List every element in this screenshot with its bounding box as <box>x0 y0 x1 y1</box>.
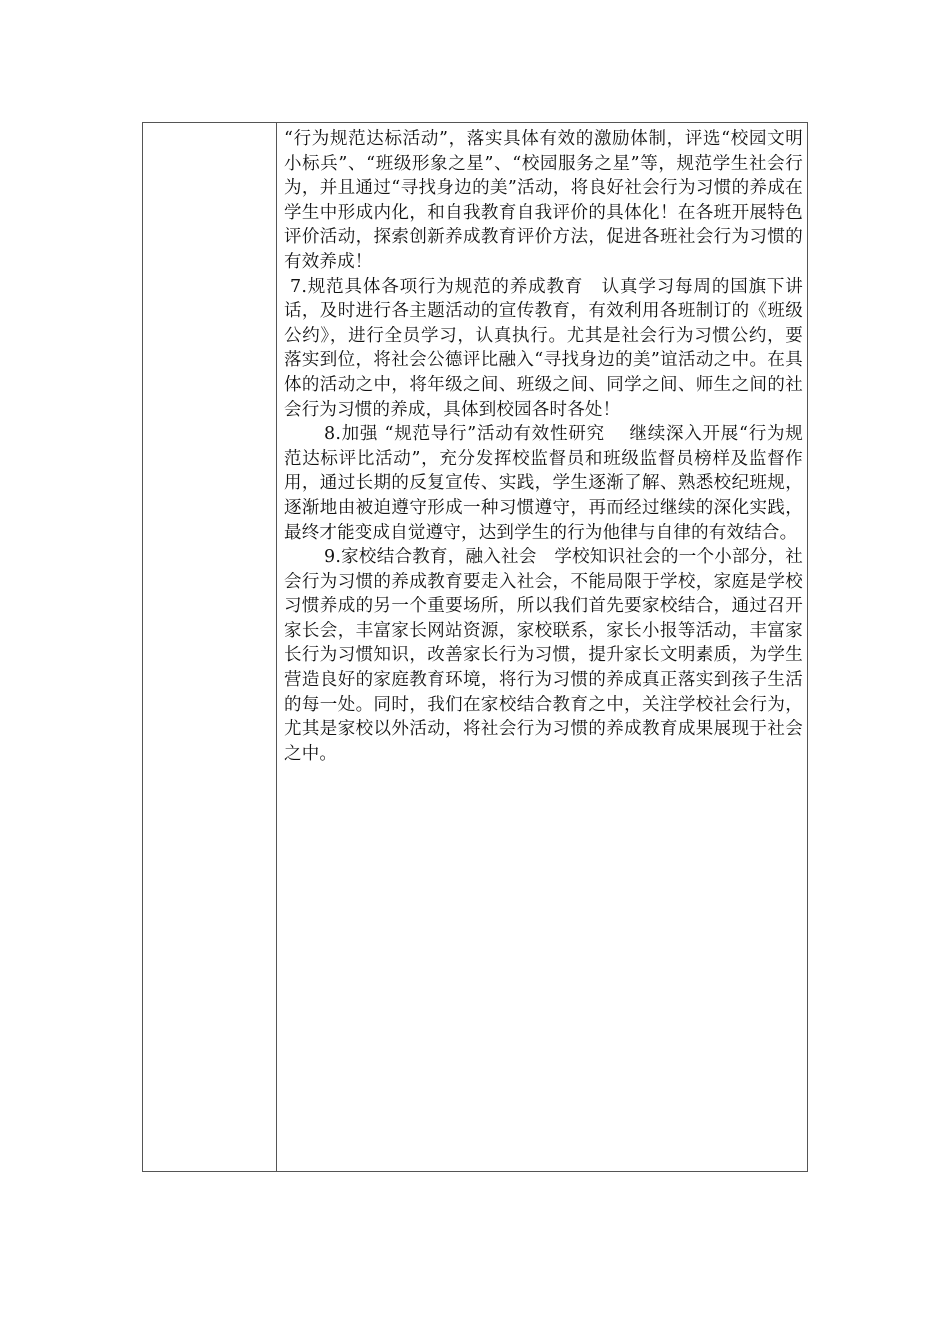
table-content-cell <box>277 123 807 1171</box>
paragraph-item-9: 9.家校结合教育，融入社会 学校知识社会的一个小部分，社会行为习惯的养成教育要走入社会，不能局限于学校，家庭是学校习惯养成的另一个重要场所，所以我们首先要家校结合，通过召开家长会，丰富家长网站资源，家校联系，家长小报等活动，丰富家长行为习惯知识，改善家长行为习惯，提升家长文明素质，为学生营造良好的家庭教育环境，将行为习惯的养成真正落实到孩子生活的每一处。同时，我们在家校结合教育之中，关注学校社会行为，尤其是家校以外活动，将社会行为习惯的养成教育成果展现于社会之中。 <box>284 547 803 764</box>
table-left-cell <box>143 123 277 1171</box>
paragraph-incentive-evaluation: “行为规范达标活动”，落实具体有效的激励体制，评选“校园文明小标兵”、“班级形象之星”、“校园服务之星”等，规范学生社会行为，并且通过“寻找身边的美”活动，将良好社会行为习惯的养成在学生中形成内化，和自我教育自我评价的具体化！在各班开展特色评价活动，探索创新养成教育评价方法，促进各班社会行为习惯的有效养成！ <box>284 129 803 272</box>
paragraph-item-8: 8.加强 “规范导行”活动有效性研究 继续深入开展“行为规范达标评比活动”，充分发挥校监督员和班级监督员榜样及监督作用，通过长期的反复宣传、实践，学生逐渐了解、熟悉校纪班规，逐渐地由被迫遵守形成一种习惯遵守，再而经过继续的深化实践，最终才能变成自觉遵守，达到学生的行为他律与自律的有效结合。 <box>284 424 803 543</box>
document-table <box>142 122 808 1172</box>
paragraph-item-7: 7.规范具体各项行为规范的养成教育 认真学习每周的国旗下讲话，及时进行各主题活动的宣传教育，有效利用各班制订的《班级公约》，进行全员学习，认真执行。尤其是社会行为习惯公约，要落实到位，将社会公德评比融入“寻找身边的美”谊活动之中。在具体的活动之中，将年级之间、班级之间、同学之间、师生之间的社会行为习惯的养成，具体到校园各时各处！ <box>284 276 803 420</box>
